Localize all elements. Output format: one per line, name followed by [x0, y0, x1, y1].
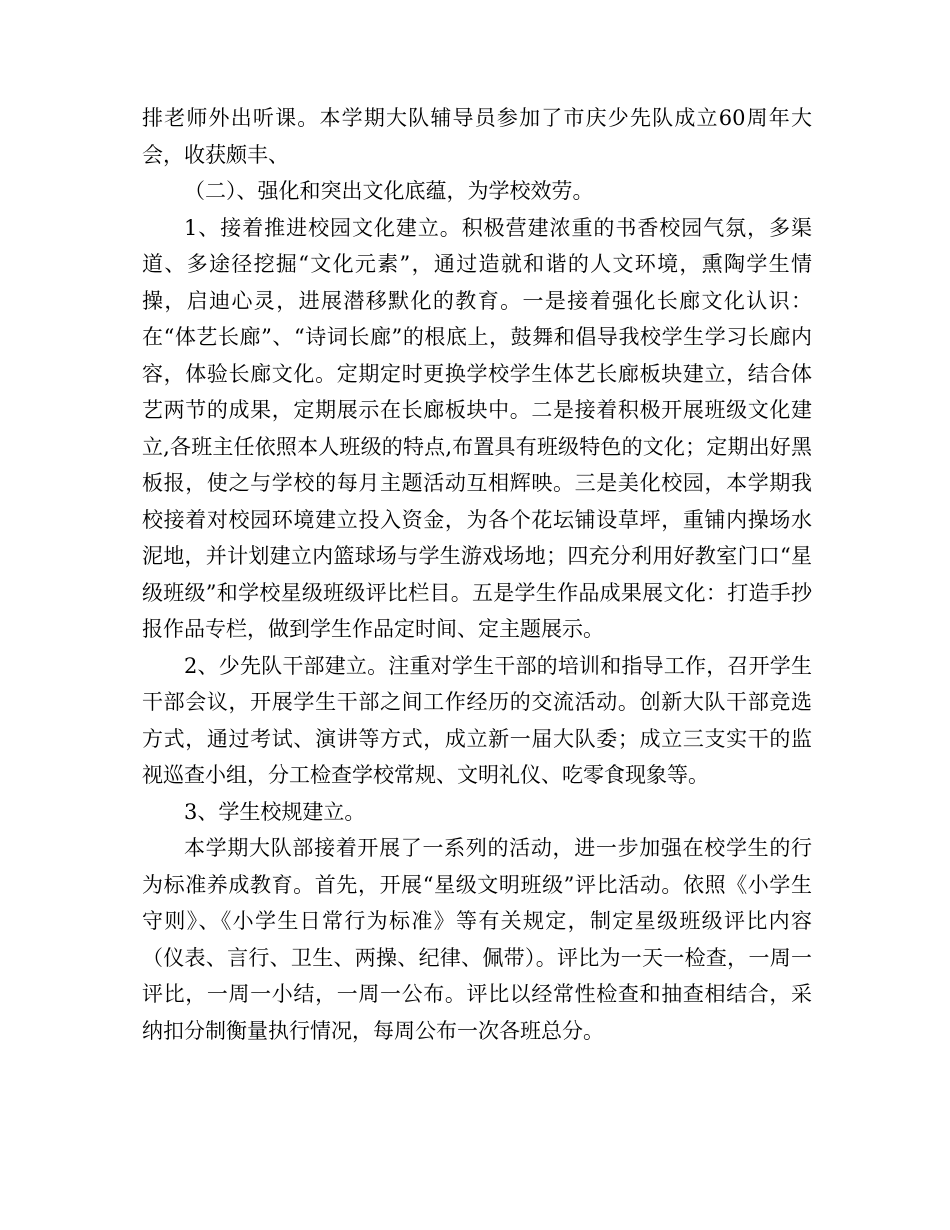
document-body: [142, 100, 812, 1049]
paragraph-campus-culture: 1、接着推进校园文化建立。积极营建浓重的书香校园气氛，多渠道、多途径挖掘“文化元素”，通过造就和谐的人文环境，熏陶学生情操，启迪心灵，进展潜移默化的教育。一是接着强化长廊文化认识：在“体艺长廊”、“诗词长廊”的根底上，鼓舞和倡导我校学生学习长廊内容，体验长廊文化。定期定时更换学校学生体艺长廊板块建立，结合体艺两节的成果，定期展示在长廊板块中。二是接着积极开展班级文化建立,各班主任依照本人班级的特点,布置具有班级特色的文化；定期出好黑板报，使之与学校的每月主题活动互相辉映。三是美化校园，本学期我校接着对校园环境建立投入资金，为各个花坛铺设草坪，重铺内操场水泥地，并计划建立内篮球场与学生游戏场地；四充分利用好教室门口“星级班级”和学校星级班级评比栏目。五是学生作品成果展文化：打造手抄报作品专栏，做到学生作品定时间、定主题展示。: [142, 215, 812, 641]
paragraph-pioneer-cadres: 2、少先队干部建立。注重对学生干部的培训和指导工作，召开学生干部会议，开展学生干部之间工作经历的交流活动。创新大队干部竞选方式，通过考试、演讲等方式，成立新一届大队委；成立三支实干的监视巡查小组，分工检查学校常规、文明礼仪、吃零食现象等。: [142, 653, 812, 787]
paragraph-school-rules-heading: 3、学生校规建立。: [184, 799, 366, 824]
paragraph-continuation: 排老师外出听课。本学期大队辅导员参加了市庆少先队成立60周年大会，收获颇丰、: [142, 106, 812, 167]
section-heading-2: （二）、强化和突出文化底蕴，为学校效劳。: [184, 179, 594, 203]
paragraph-behavior-education: 本学期大队部接着开展了一系列的活动，进一步加强在校学生的行为标准养成教育。首先，开展“星级文明班级”评比活动。依照《小学生守则》、《小学生日常行为标准》等有关规定，制定星级班级评比内容（仪表、言行、卫生、两操、纪律、佩带）。评比为一天一检查，一周一评比，一周一小结，一周一公布。评比以经常性检查和抽查相结合，采纳扣分制衡量执行情况，每周公布一次各班总分。: [142, 836, 812, 1043]
